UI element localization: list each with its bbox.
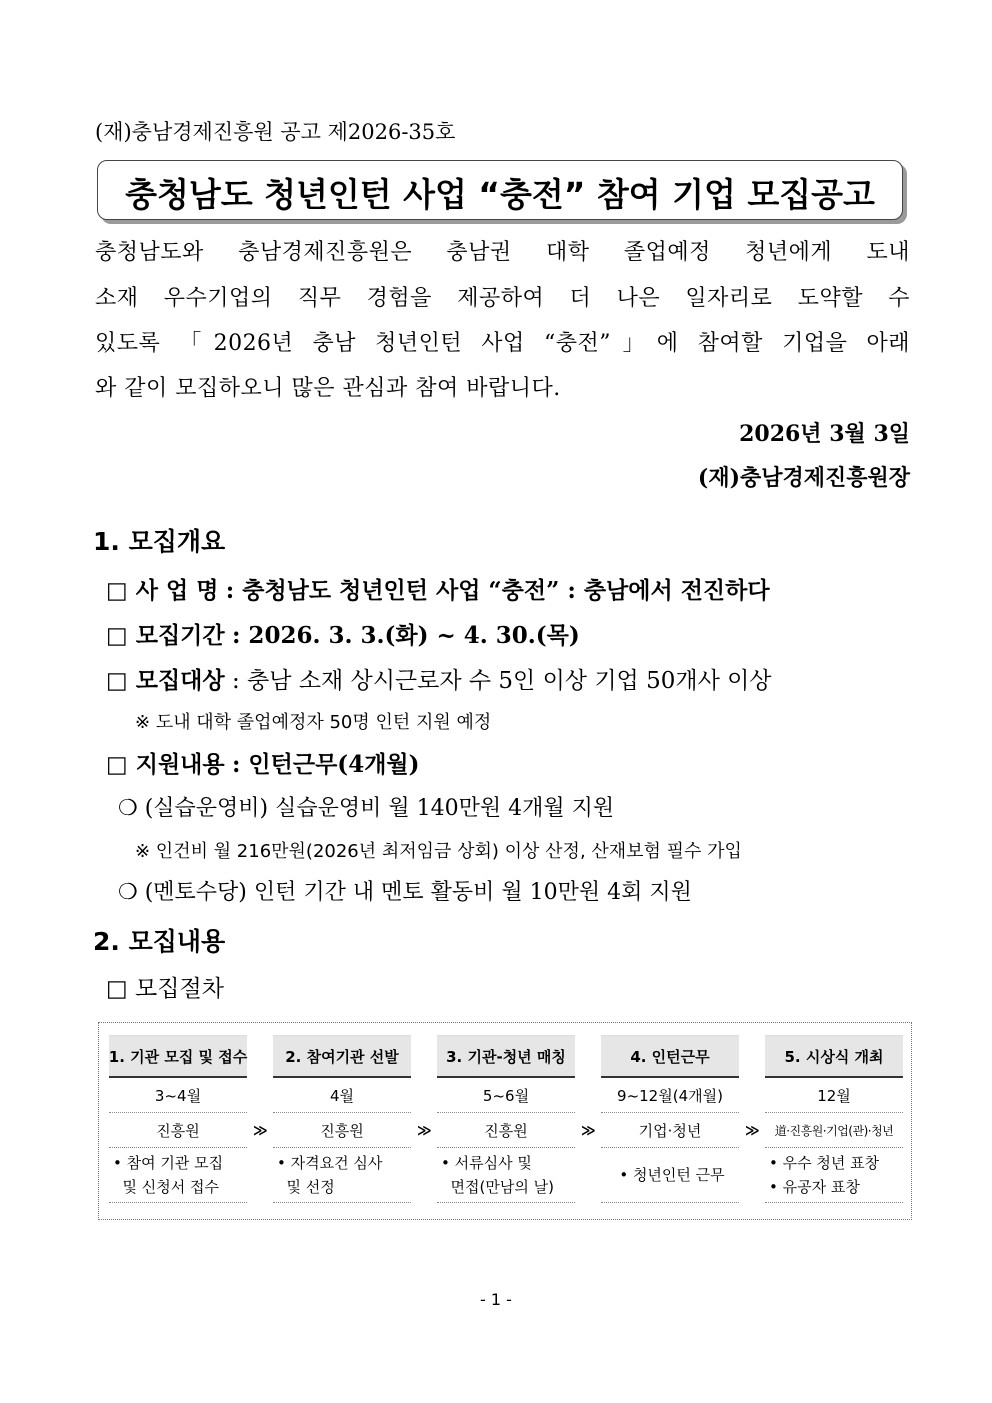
arrow-icon: ≫: [417, 1123, 432, 1139]
step-desc-line: • 자격요건 심사: [277, 1154, 383, 1172]
step-desc-line: • 청년인턴 근무: [619, 1166, 725, 1184]
business-name-value: : 충청남도 청년인턴 사업 “충전” : 충남에서 전진하다: [225, 577, 770, 604]
procedure-step: [765, 1035, 903, 1203]
arrow-icon: ≫: [745, 1123, 760, 1139]
step-desc: [273, 1148, 411, 1203]
step-desc-line: 및 신청서 접수: [113, 1178, 220, 1196]
arrow-icon: ≫: [253, 1123, 268, 1139]
business-name-row: [106, 572, 770, 605]
step-title: 1. 기관 모집 및 접수: [109, 1035, 247, 1078]
support-label: □ 지원내용: [106, 751, 225, 778]
document-title: 충청남도 청년인턴 사업 “충전” 참여 기업 모집공고: [125, 175, 875, 214]
section1-heading: 1. 모집개요: [93, 527, 226, 556]
target-row: [106, 662, 772, 695]
step-period: 3~4월: [109, 1078, 247, 1113]
step-title: 3. 기관-청년 매칭: [437, 1035, 575, 1078]
page-number: - 1 -: [480, 1290, 512, 1309]
procedure-step: [601, 1035, 739, 1203]
title-box: [97, 160, 903, 220]
procedure-step: [109, 1035, 247, 1203]
issuer: (재)충남경제진흥원장: [697, 465, 910, 491]
step-desc-line: • 참여 기관 모집: [113, 1154, 224, 1172]
step-desc-line: 및 선정: [277, 1178, 335, 1196]
step-org: 진흥원: [273, 1113, 411, 1148]
arrow-icon: ≫: [581, 1123, 596, 1139]
notice-date: 2026년 3월 3일: [739, 421, 910, 447]
step-org: 진흥원: [437, 1113, 575, 1148]
target-note: ※ 도내 대학 졸업예정자 50명 인턴 지원 예정: [135, 712, 492, 733]
support-row: [106, 746, 420, 779]
step-desc: [601, 1148, 739, 1203]
intro-line: 소재 우수기업의 직무 경험을 제공하여 더 나은 일자리로 도약할 수: [95, 286, 910, 311]
intro-line: 와 같이 모집하오니 많은 관심과 참여 바랍니다.: [95, 376, 561, 401]
support-value: : 인턴근무(4개월): [231, 751, 420, 778]
procedure-label: □ 모집절차: [106, 976, 224, 1002]
period-row: [106, 617, 580, 650]
support-item: ❍ (멘토수당) 인턴 기간 내 멘토 활동비 월 10만원 4회 지원: [118, 880, 692, 905]
step-period: 4월: [273, 1078, 411, 1113]
step-desc: [109, 1148, 247, 1203]
step-title: 4. 인턴근무: [601, 1035, 739, 1078]
step-title: 2. 참여기관 선발: [273, 1035, 411, 1078]
intro-line: 충청남도와 충남경제진흥원은 충남권 대학 졸업예정 청년에게 도내: [95, 240, 910, 265]
step-desc: [765, 1148, 903, 1203]
step-period: 9~12월(4개월): [601, 1078, 739, 1113]
support-item: ❍ (실습운영비) 실습운영비 월 140만원 4개월 지원: [118, 796, 615, 821]
procedure-step: [437, 1035, 575, 1203]
step-org: 기업·청년: [601, 1113, 739, 1148]
step-desc: [437, 1148, 575, 1203]
procedure-step: [273, 1035, 411, 1203]
period-label: □ 모집기간: [106, 622, 225, 649]
period-value: : 2026. 3. 3.(화) ~ 4. 30.(목): [231, 622, 580, 649]
step-desc-line: • 유공자 표창: [769, 1178, 860, 1196]
intro-line: 있도록 「2026년 충남 청년인턴 사업 “충전”」에 참여할 기업을 아래: [95, 331, 910, 356]
notice-number: (재)충남경제진흥원 공고 제2026-35호: [95, 120, 456, 144]
procedure-table: [98, 1022, 912, 1220]
section2-heading: 2. 모집내용: [93, 927, 226, 956]
target-label: □ 모집대상: [106, 667, 225, 694]
step-period: 12월: [765, 1078, 903, 1113]
business-name-label: □ 사 업 명: [106, 577, 219, 604]
step-org: 道·진흥원·기업(관)·청년: [765, 1113, 903, 1148]
step-org: 진흥원: [109, 1113, 247, 1148]
target-value: : 충남 소재 상시근로자 수 5인 이상 기업 50개사 이상: [231, 668, 772, 694]
step-period: 5~6월: [437, 1078, 575, 1113]
support-item-note: ※ 인건비 월 216만원(2026년 최저임금 상회) 이상 산정, 산재보험 필수 가입: [135, 841, 742, 862]
step-title: 5. 시상식 개최: [765, 1035, 903, 1078]
step-desc-line: • 우수 청년 표창: [769, 1154, 880, 1172]
step-desc-line: • 서류심사 및: [441, 1154, 532, 1172]
step-desc-line: 면접(만남의 날): [441, 1178, 554, 1196]
